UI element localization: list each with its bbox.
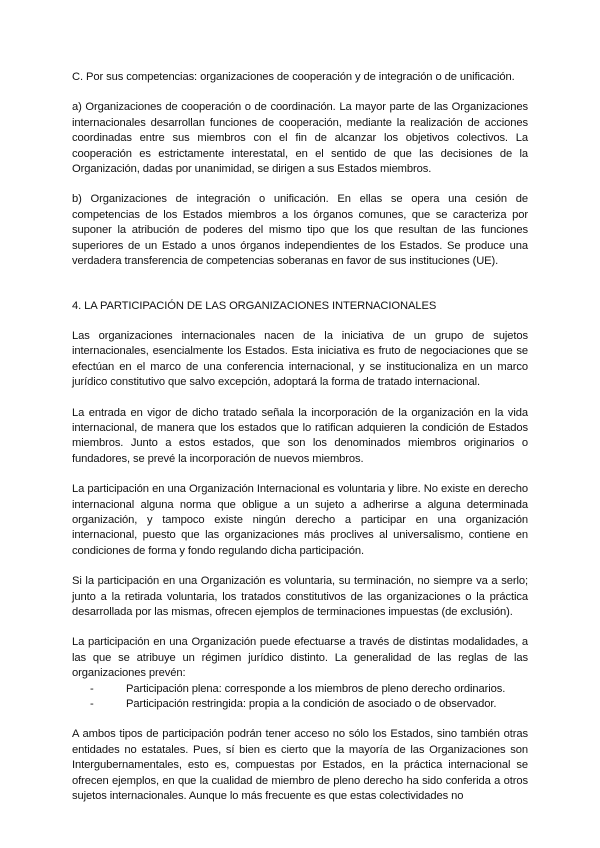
cooperation-paragraph: a) Organizaciones de cooperación o de coordinación. La mayor parte de las Organizaciones internacionales desarrollan funciones de cooperación, mediante la realización de acciones coordinadas entre sus miembros con el fin de alcanzar los objetivos colectivos. La cooperación es estrictamente interestatal, en el sentido de que las decisiones de la Organización, dadas por unanimidad, se dirigen a sus Estados miembros. <box>72 101 528 176</box>
list-item-text: Participación plena: corresponde a los miembros de pleno derecho ordinarios. <box>126 682 506 695</box>
modalities-paragraph: La participación en una Organización puede efectuarse a través de distintas modalidades, a las que se atribuye un régimen jurídico distinto. La generalidad de las reglas de las organizaciones prevén: <box>72 636 528 680</box>
list-item <box>90 682 528 697</box>
intro-paragraph: C. Por sus competencias: organizaciones de cooperación y de integración o de unificación. <box>72 71 515 83</box>
origin-paragraph: Las organizaciones internacionales nacen de la iniciativa de un grupo de sujetos internacionales, esencialmente los Estados. Esta iniciativa es fruto de negociaciones que se efectúan en el marco de una conferencia internacional, y se institucionaliza en un marco jurídico constitutivo que salvo excepción, adoptará la forma de tratado internacional. <box>72 329 528 389</box>
non-state-entities-paragraph: A ambos tipos de participación podrán tener acceso no sólo los Estados, sino también otras entidades no estatales. Pues, sí bien es cierto que la mayoría de las Organizaciones son Intergubernamentales, esto es, compuestas por Estados, en la práctica internacional se ofrecen ejemplos, en que la cualidad de miembro de pleno derecho ha sido conferida a otros sujetos internacionales. Aunque lo más frecuente es que estas colectividades no <box>72 728 528 803</box>
dash-marker: - <box>90 682 94 695</box>
list-item <box>90 697 528 712</box>
participation-list <box>72 682 528 713</box>
entry-into-force-paragraph: La entrada en vigor de dicho tratado señala la incorporación de la organización en la vida internacional, de manera que los estados que lo ratifican adquieren la condición de Estados miembros. Junto a estos estados, que son los denominados miembros originarios o fundadores, se prevé la incorporación de nuevos miembros. <box>72 406 528 465</box>
section-heading: 4. LA PARTICIPACIÓN DE LAS ORGANIZACIONES INTERNACIONALES <box>72 300 437 313</box>
voluntary-participation-paragraph: La participación en una Organización Internacional es voluntaria y libre. No existe en derecho internacional alguna norma que obligue a un sujeto a adherirse a alguna determinada organización, y tampoco existe ningún derecho a participar en una organización internacional, puesto que las organizaciones más proclives al universalismo, contiene en condiciones de forma y fondo regulando dicha participación. <box>72 483 528 557</box>
integration-paragraph: b) Organizaciones de integración o unificación. En ellas se opera una cesión de competencias de los Estados miembros a los órganos comunes, que se caracteriza por suponer la atribución de poderes del mismo tipo que los que resultan de las funciones superiores de un Estado a unos órganos independientes de los Estados. Se produce una verdadera transferencia de competencias soberanas en favor de sus instituciones (UE). <box>72 193 528 268</box>
dash-marker: - <box>90 698 94 710</box>
termination-paragraph: Si la participación en una Organización es voluntaria, su terminación, no siempre va a serlo; junto a la retirada voluntaria, los tratados constitutivos de las organizaciones o la práctica desarrollada por las mismas, ofrecen ejemplos de terminaciones impuestas (de exclusión). <box>72 575 528 618</box>
list-item-text: Participación restringida: propia a la condición de asociado o de observador. <box>126 698 497 710</box>
document-page <box>72 70 528 819</box>
